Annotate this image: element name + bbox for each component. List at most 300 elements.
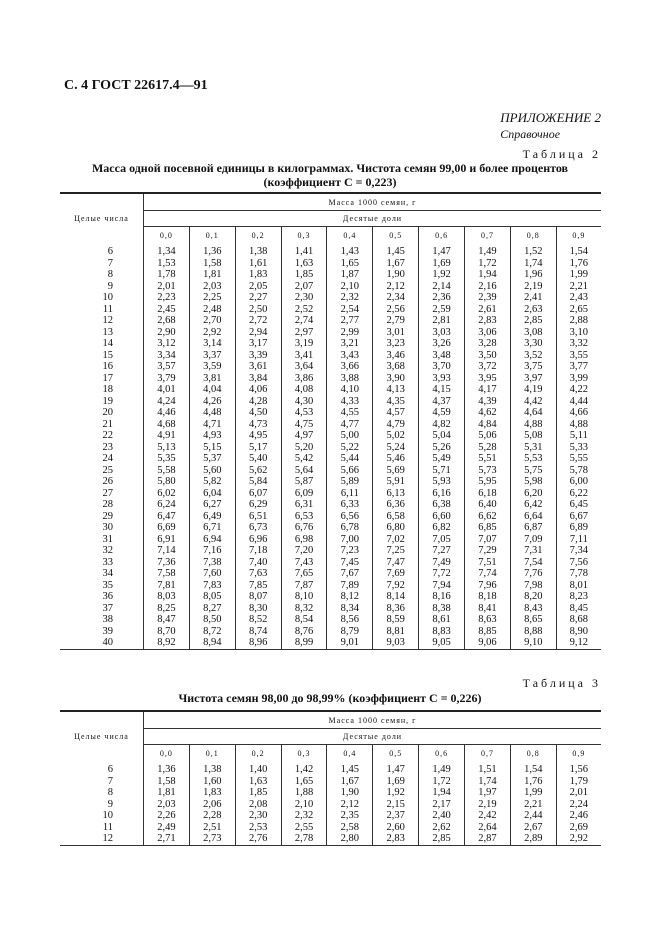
mass-value-cell: 6,76 [281,522,327,534]
mass-value-cell: 4,08 [281,384,327,396]
table-row [60,776,601,788]
mass-value-cell: 6,98 [281,534,327,546]
mass-value-cell: 8,03 [144,591,190,603]
tenths-column-header: 0,4 [327,745,373,762]
mass-value-cell: 6,62 [465,511,511,523]
mass-value-cell: 5,89 [327,476,373,488]
mass-value-cell: 7,56 [556,557,601,569]
mass-value-cell: 6,67 [556,511,601,523]
mass-value-cell: 1,61 [235,258,281,270]
tenths-column-header: 0,9 [556,227,601,244]
table-row [60,327,601,339]
mass-value-cell: 7,72 [419,568,465,580]
table-row [60,499,601,511]
mass-value-cell: 2,80 [327,833,373,845]
mass-value-cell: 7,14 [144,545,190,557]
mass-value-cell: 3,34 [144,350,190,362]
table3-title: Чистота семян 98,00 до 98,99% (коэффициент C = 0,226) [178,691,482,705]
mass-value-cell: 9,05 [419,637,465,649]
mass-value-cell: 2,03 [144,799,190,811]
table-row [60,281,601,293]
mass-value-cell: 4,35 [373,396,419,408]
mass-value-cell: 6,22 [556,488,601,500]
mass-value-cell: 2,12 [373,281,419,293]
mass-value-cell: 2,52 [281,304,327,316]
mass-value-cell: 1,74 [510,258,556,270]
table-row [60,787,601,799]
whole-number-cell: 30 [102,522,113,533]
mass-value-cell: 5,80 [144,476,190,488]
mass-value-cell: 1,45 [327,761,373,776]
mass-value-cell: 7,38 [189,557,235,569]
mass-value-cell: 2,59 [419,304,465,316]
mass-value-cell: 1,47 [373,761,419,776]
mass-value-cell: 2,77 [327,315,373,327]
mass-value-cell: 5,58 [144,465,190,477]
mass-value-cell: 9,01 [327,637,373,649]
mass-value-cell: 3,12 [144,338,190,350]
appendix-block [500,110,601,142]
mass-value-cell: 7,76 [510,568,556,580]
whole-number-cell: 11 [102,303,113,315]
mass-value-cell: 1,81 [144,787,190,799]
mass-value-cell: 3,88 [327,373,373,385]
whole-number-cell: 21 [102,418,113,430]
mass-value-cell: 2,62 [419,822,465,834]
whole-number-cell: 12 [102,315,113,326]
table2-label: Таблица 2 [522,147,601,161]
mass-value-cell: 6,33 [327,499,373,511]
mass-value-cell: 2,89 [510,833,556,845]
mass-value-cell: 6,40 [465,499,511,511]
mass-value-cell: 5,20 [281,442,327,454]
whole-number-cell: 13 [102,326,113,338]
table-row [60,430,601,442]
whole-number-cell: 37 [102,602,113,614]
mass-value-cell: 7,58 [144,568,190,580]
table-row [60,580,601,592]
tenths-column-header: 0,1 [189,227,235,244]
mass-value-cell: 8,32 [281,603,327,615]
tenths-column-header: 0,5 [373,745,419,762]
mass-value-cell: 6,31 [281,499,327,511]
mass-value-cell: 7,83 [189,580,235,592]
table-row [60,545,601,557]
mass-value-cell: 6,80 [373,522,419,534]
appendix-subtitle: Справочное [500,127,561,141]
whole-number-cell: 20 [102,407,113,418]
mass-value-cell: 1,97 [465,787,511,799]
table2-title-line2: (коэффициент C = 0,223) [263,175,397,189]
mass-value-cell: 7,94 [419,580,465,592]
mass-value-cell: 5,84 [235,476,281,488]
mass-value-cell: 6,94 [189,534,235,546]
mass-value-cell: 6,85 [465,522,511,534]
mass-value-cell: 2,97 [281,327,327,339]
mass-value-cell: 2,50 [235,304,281,316]
mass-value-cell: 5,64 [281,465,327,477]
whole-number-cell: 28 [102,499,113,510]
table2-title [60,161,600,189]
mass-value-cell: 2,12 [327,799,373,811]
mass-value-cell: 2,32 [281,810,327,822]
mass-value-cell: 8,36 [373,603,419,615]
mass-value-cell: 7,40 [235,557,281,569]
mass-value-cell: 7,29 [465,545,511,557]
mass-value-cell: 8,14 [373,591,419,603]
table-row [60,442,601,454]
mass-value-cell: 2,87 [465,833,511,845]
mass-value-cell: 5,17 [235,442,281,454]
mass-value-cell: 5,24 [373,442,419,454]
table-row [60,626,601,638]
mass-value-cell: 1,49 [419,761,465,776]
mass-value-cell: 1,43 [327,243,373,258]
table3-label: Таблица 3 [522,676,601,690]
mass-value-cell: 2,45 [144,304,190,316]
mass-value-cell: 3,99 [556,373,601,385]
mass-value-cell: 8,63 [465,614,511,626]
mass-value-cell: 8,94 [189,637,235,649]
mass-value-cell: 2,63 [510,304,556,316]
mass-value-cell: 1,72 [465,258,511,270]
table-row [60,522,601,534]
mass-value-cell: 2,30 [281,292,327,304]
mass-value-cell: 5,00 [327,430,373,442]
mass-value-cell: 5,62 [235,465,281,477]
whole-number-cell: 34 [102,568,113,579]
mass-value-cell: 6,16 [419,488,465,500]
mass-value-cell: 1,60 [189,776,235,788]
mass-value-cell: 6,69 [144,522,190,534]
mass-value-cell: 8,45 [556,603,601,615]
whole-number-cell: 6 [107,764,113,775]
mass-value-cell: 1,42 [281,761,327,776]
whole-number-cell: 29 [102,510,113,522]
mass-value-cell: 6,53 [281,511,327,523]
mass-value-cell: 5,42 [281,453,327,465]
mass-value-cell: 5,35 [144,453,190,465]
mass-value-cell: 5,71 [419,465,465,477]
whole-number-cell: 16 [102,361,113,372]
mass-value-cell: 4,88 [556,419,601,431]
mass-value-cell: 2,32 [327,292,373,304]
mass-value-cell: 2,54 [327,304,373,316]
mass-value-cell: 1,88 [281,787,327,799]
mass-value-cell: 1,81 [189,269,235,281]
mass-value-cell: 8,61 [419,614,465,626]
mass-value-cell: 2,14 [419,281,465,293]
mass-value-cell: 8,16 [419,591,465,603]
mass-value-cell: 1,54 [556,243,601,258]
whole-number-cell: 31 [102,533,113,545]
table-row [60,384,601,396]
tenths-column-header: 0,2 [235,227,281,244]
mass-value-cell: 1,36 [189,243,235,258]
mass-value-cell: 2,19 [465,799,511,811]
mass-value-cell: 6,27 [189,499,235,511]
mass-value-cell: 2,83 [465,315,511,327]
mass-value-cell: 3,55 [556,350,601,362]
mass-value-cell: 6,02 [144,488,190,500]
mass-value-cell: 9,06 [465,637,511,649]
mass-value-cell: 2,17 [419,799,465,811]
mass-value-cell: 3,06 [465,327,511,339]
mass-value-cell: 6,78 [327,522,373,534]
mass-value-cell: 2,46 [556,810,601,822]
mass-value-cell: 2,79 [373,315,419,327]
mass-value-cell: 1,49 [465,243,511,258]
table-row [60,243,601,258]
mass-value-cell: 4,95 [235,430,281,442]
table-row [60,373,601,385]
mass-value-cell: 1,87 [327,269,373,281]
table2-tenths-header: Десятые доли [144,211,602,227]
table3 [60,710,601,846]
table-row [60,304,601,316]
mass-value-cell: 5,04 [419,430,465,442]
mass-value-cell: 4,42 [510,396,556,408]
mass-value-cell: 5,95 [465,476,511,488]
mass-value-cell: 1,94 [465,269,511,281]
mass-value-cell: 7,67 [327,568,373,580]
whole-number-cell: 10 [102,292,113,303]
mass-value-cell: 2,01 [144,281,190,293]
mass-value-cell: 2,39 [465,292,511,304]
mass-value-cell: 8,56 [327,614,373,626]
mass-value-cell: 2,40 [419,810,465,822]
tenths-column-header: 0,8 [510,745,556,762]
whole-number-cell: 22 [102,430,113,441]
mass-value-cell: 7,63 [235,568,281,580]
mass-value-cell: 3,90 [373,373,419,385]
mass-value-cell: 7,65 [281,568,327,580]
mass-value-cell: 7,45 [327,557,373,569]
table2-mass-header: Масса 1000 семян, г [144,193,602,211]
table-row [60,761,601,776]
mass-value-cell: 3,46 [373,350,419,362]
mass-value-cell: 2,28 [189,810,235,822]
mass-value-cell: 8,05 [189,591,235,603]
mass-value-cell: 2,10 [327,281,373,293]
table-row [60,511,601,523]
mass-value-cell: 4,71 [189,419,235,431]
mass-value-cell: 6,82 [419,522,465,534]
mass-value-cell: 6,96 [235,534,281,546]
whole-number-cell: 9 [107,280,113,292]
mass-value-cell: 4,91 [144,430,190,442]
mass-value-cell: 5,55 [556,453,601,465]
mass-value-cell: 4,75 [281,419,327,431]
mass-value-cell: 1,36 [144,761,190,776]
whole-number-cell: 7 [107,257,113,269]
table3-body [60,761,601,845]
mass-value-cell: 2,83 [373,833,419,845]
mass-value-cell: 3,30 [510,338,556,350]
mass-value-cell: 2,67 [510,822,556,834]
table-row [60,292,601,304]
mass-value-cell: 4,79 [373,419,419,431]
mass-value-cell: 8,30 [235,603,281,615]
mass-value-cell: 3,95 [465,373,511,385]
mass-value-cell: 8,99 [281,637,327,649]
table2-title-line1: Масса одной посевной единицы в килограммах. Чистота семян 99,00 и более процентов [91,161,569,175]
table-row [60,361,601,373]
mass-value-cell: 1,41 [281,243,327,258]
mass-value-cell: 7,20 [281,545,327,557]
mass-value-cell: 2,85 [510,315,556,327]
mass-value-cell: 3,79 [144,373,190,385]
whole-number-cell: 25 [102,464,113,476]
mass-value-cell: 7,43 [281,557,327,569]
table2-whole-header: Целые числа [74,214,129,223]
mass-value-cell: 3,75 [510,361,556,373]
mass-value-cell: 7,51 [465,557,511,569]
tenths-column-header: 0,5 [373,227,419,244]
mass-value-cell: 3,64 [281,361,327,373]
table-row [60,810,601,822]
mass-value-cell: 5,26 [419,442,465,454]
mass-value-cell: 5,51 [465,453,511,465]
table-row [60,258,601,270]
mass-value-cell: 2,35 [327,810,373,822]
mass-value-cell: 3,57 [144,361,190,373]
mass-value-cell: 2,51 [189,822,235,834]
mass-value-cell: 4,93 [189,430,235,442]
mass-value-cell: 8,27 [189,603,235,615]
mass-value-cell: 7,92 [373,580,419,592]
whole-number-cell: 10 [102,810,113,821]
mass-value-cell: 1,38 [189,761,235,776]
mass-value-cell: 4,59 [419,407,465,419]
mass-value-cell: 8,85 [465,626,511,638]
mass-value-cell: 2,23 [144,292,190,304]
mass-value-cell: 4,50 [235,407,281,419]
mass-value-cell: 7,89 [327,580,373,592]
mass-value-cell: 2,90 [144,327,190,339]
mass-value-cell: 3,08 [510,327,556,339]
whole-number-cell: 9 [107,798,113,810]
mass-value-cell: 2,92 [189,327,235,339]
mass-value-cell: 4,82 [419,419,465,431]
mass-value-cell: 5,53 [510,453,556,465]
mass-value-cell: 3,26 [419,338,465,350]
mass-value-cell: 5,06 [465,430,511,442]
mass-value-cell: 4,39 [465,396,511,408]
whole-number-cell: 19 [102,395,113,407]
whole-number-cell: 8 [107,787,113,798]
mass-value-cell: 2,34 [373,292,419,304]
mass-value-cell: 4,88 [510,419,556,431]
mass-value-cell: 8,47 [144,614,190,626]
mass-value-cell: 6,89 [556,522,601,534]
table-row [60,419,601,431]
mass-value-cell: 1,65 [327,258,373,270]
mass-value-cell: 8,54 [281,614,327,626]
mass-value-cell: 6,45 [556,499,601,511]
mass-value-cell: 6,18 [465,488,511,500]
mass-value-cell: 2,68 [144,315,190,327]
mass-value-cell: 2,15 [373,799,419,811]
mass-value-cell: 2,03 [189,281,235,293]
mass-value-cell: 1,58 [189,258,235,270]
mass-value-cell: 6,36 [373,499,419,511]
mass-value-cell: 2,16 [465,281,511,293]
mass-value-cell: 1,99 [510,787,556,799]
mass-value-cell: 7,54 [510,557,556,569]
table-row [60,614,601,626]
mass-value-cell: 5,69 [373,465,419,477]
mass-value-cell: 2,99 [327,327,373,339]
mass-value-cell: 5,46 [373,453,419,465]
mass-value-cell: 3,52 [510,350,556,362]
mass-value-cell: 3,68 [373,361,419,373]
mass-value-cell: 1,83 [189,787,235,799]
mass-value-cell: 2,64 [465,822,511,834]
mass-value-cell: 5,78 [556,465,601,477]
mass-value-cell: 4,77 [327,419,373,431]
table-row [60,396,601,408]
mass-value-cell: 6,56 [327,511,373,523]
mass-value-cell: 7,16 [189,545,235,557]
mass-value-cell: 1,67 [327,776,373,788]
mass-value-cell: 3,77 [556,361,601,373]
mass-value-cell: 2,74 [281,315,327,327]
mass-value-cell: 4,22 [556,384,601,396]
table-row [60,488,601,500]
mass-value-cell: 5,82 [189,476,235,488]
mass-value-cell: 4,53 [281,407,327,419]
mass-value-cell: 2,30 [235,810,281,822]
mass-value-cell: 3,66 [327,361,373,373]
table2 [60,192,601,650]
mass-value-cell: 4,37 [419,396,465,408]
mass-value-cell: 4,01 [144,384,190,396]
mass-value-cell: 6,87 [510,522,556,534]
mass-value-cell: 1,76 [510,776,556,788]
mass-value-cell: 7,31 [510,545,556,557]
mass-value-cell: 7,34 [556,545,601,557]
mass-value-cell: 4,24 [144,396,190,408]
mass-value-cell: 3,41 [281,350,327,362]
mass-value-cell: 4,84 [465,419,511,431]
mass-value-cell: 2,21 [510,799,556,811]
whole-number-cell: 23 [102,441,113,453]
tenths-column-header: 0,9 [556,745,601,762]
mass-value-cell: 2,25 [189,292,235,304]
mass-value-cell: 2,21 [556,281,601,293]
mass-value-cell: 7,81 [144,580,190,592]
mass-value-cell: 6,24 [144,499,190,511]
tenths-column-header: 0,0 [144,745,190,762]
mass-value-cell: 7,87 [281,580,327,592]
tenths-column-header: 0,7 [465,227,511,244]
whole-number-cell: 11 [102,821,113,833]
mass-value-cell: 3,19 [281,338,327,350]
mass-value-cell: 8,74 [235,626,281,638]
table-row [60,637,601,649]
mass-value-cell: 8,59 [373,614,419,626]
mass-value-cell: 8,41 [465,603,511,615]
whole-number-cell: 36 [102,591,113,602]
mass-value-cell: 4,64 [510,407,556,419]
mass-value-cell: 6,11 [327,488,373,500]
mass-value-cell: 8,18 [465,591,511,603]
mass-value-cell: 2,76 [235,833,281,845]
mass-value-cell: 2,71 [144,833,190,845]
table-row [60,568,601,580]
mass-value-cell: 6,58 [373,511,419,523]
